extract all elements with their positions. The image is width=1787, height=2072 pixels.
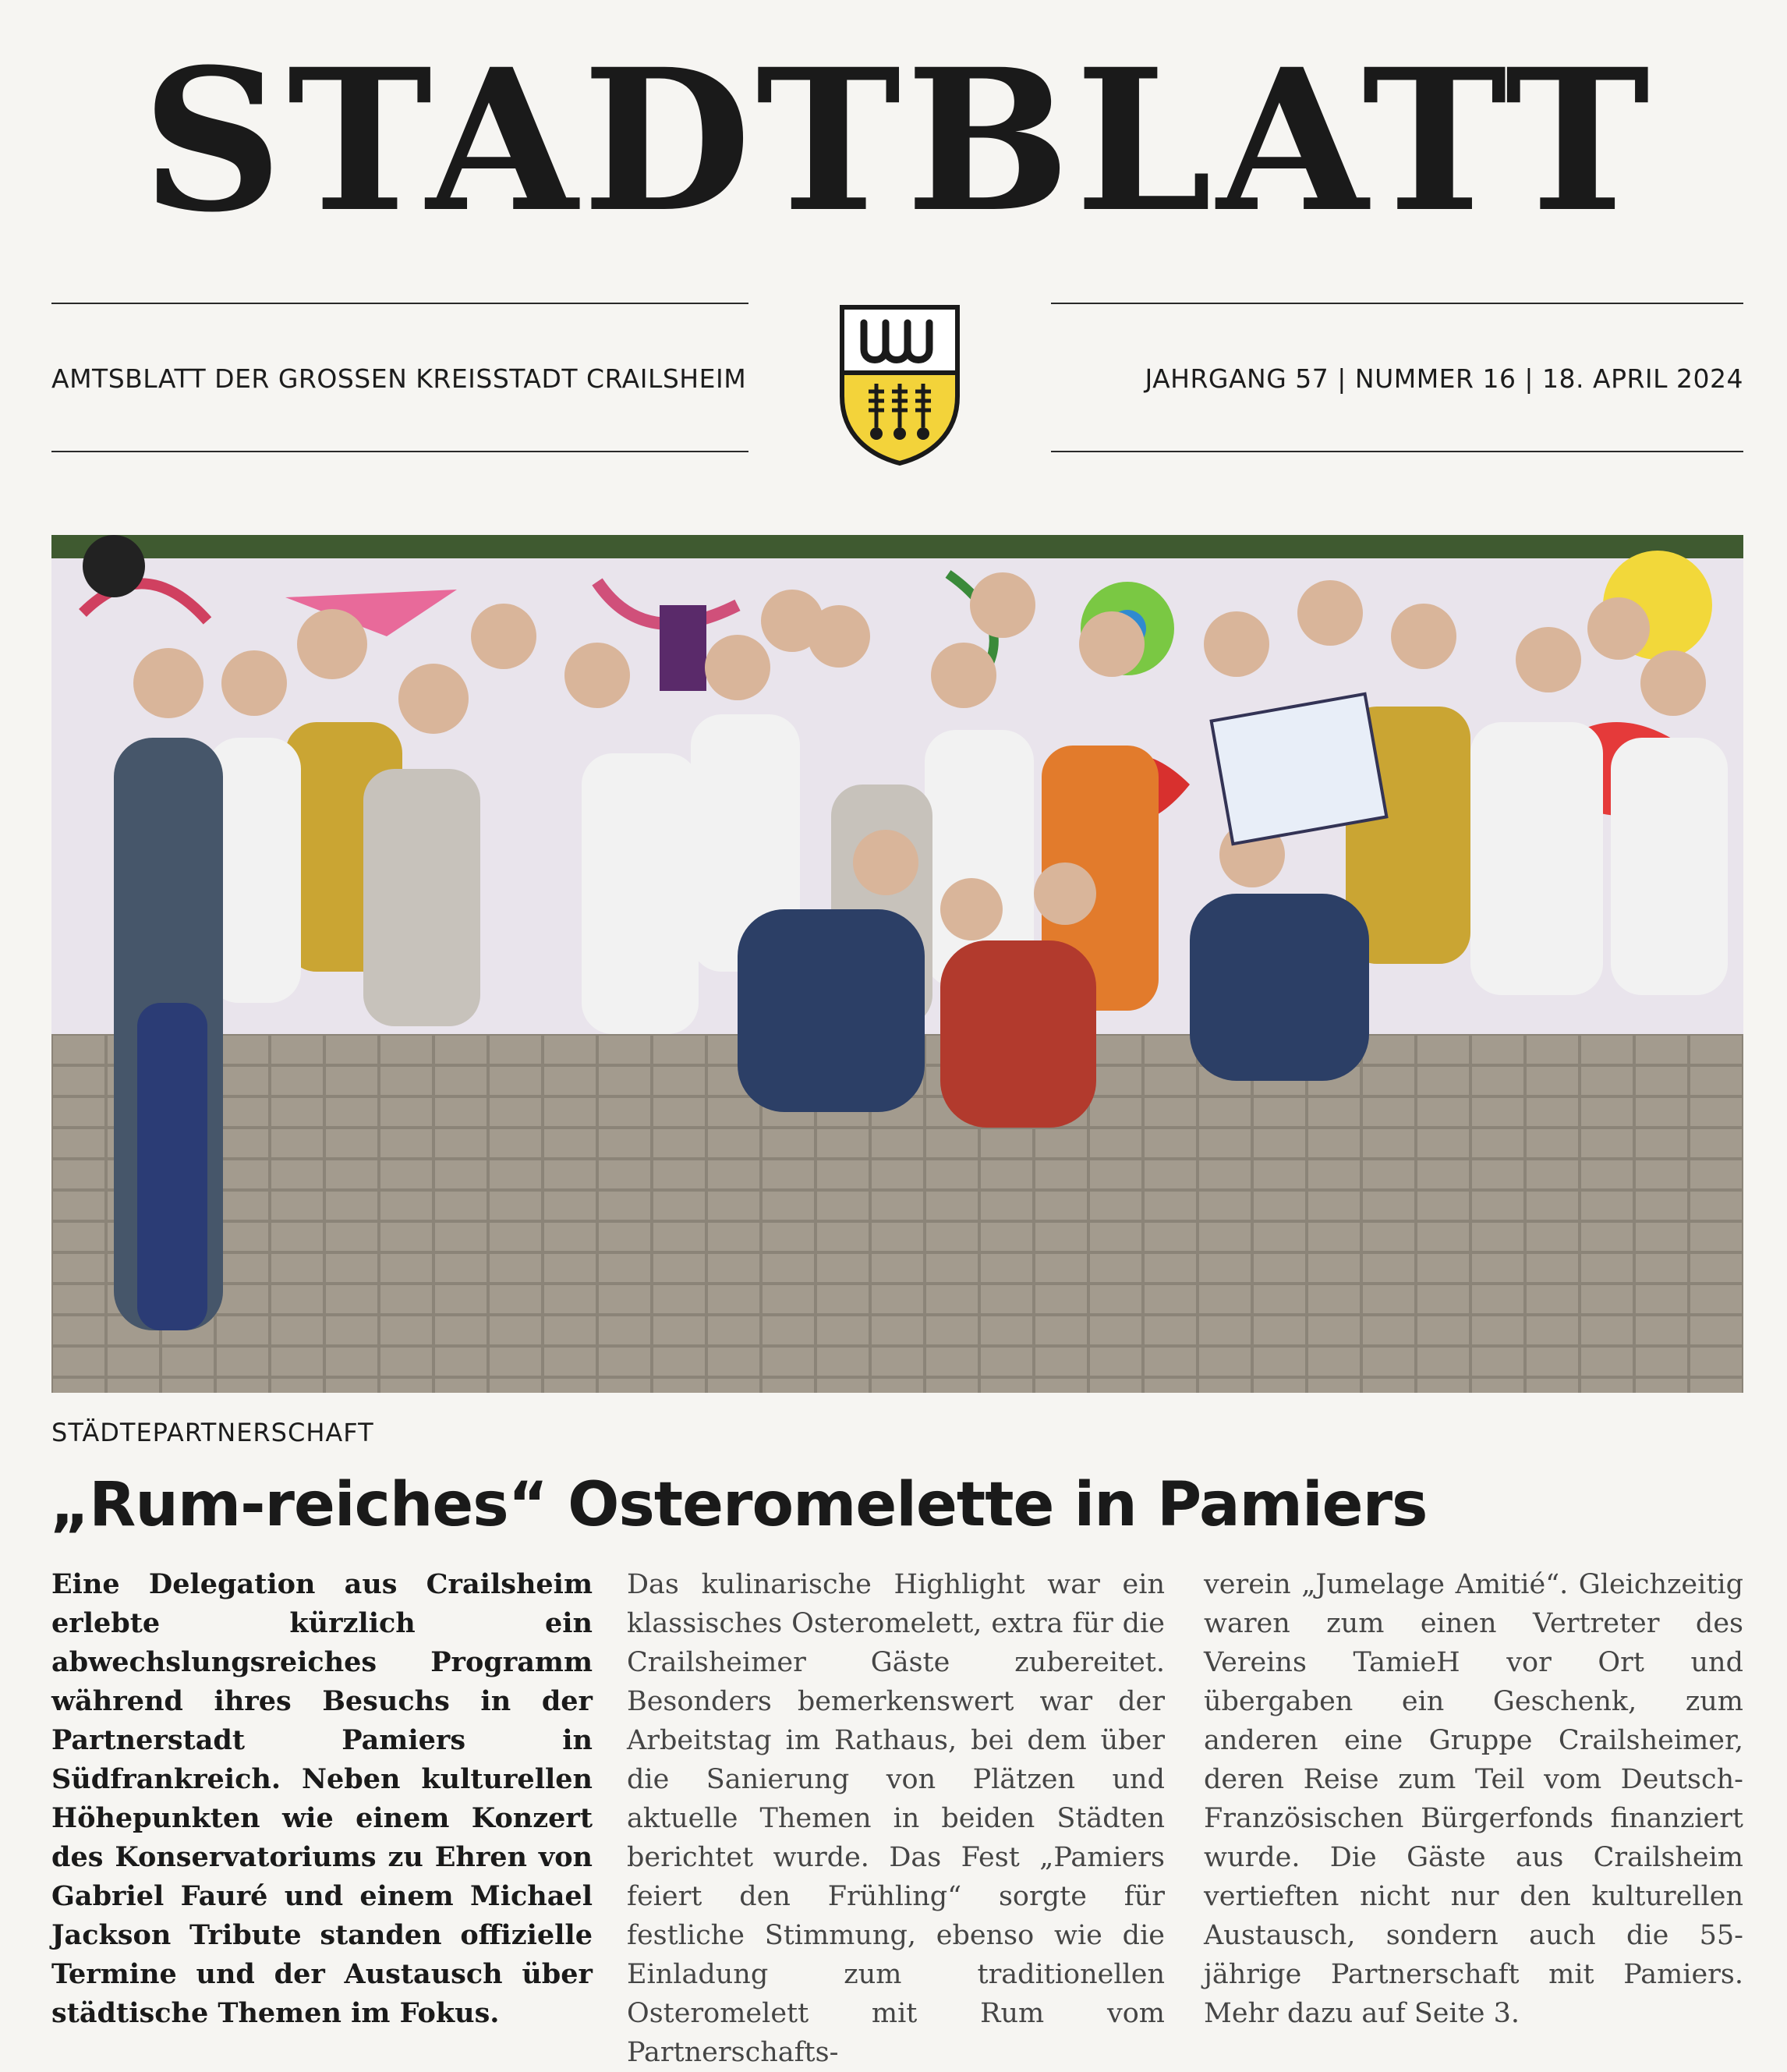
rule-bottom-right — [1051, 451, 1743, 452]
group-photo — [51, 535, 1743, 1393]
article-headline: „Rum-reiches“ Osteromelette in Pamiers — [50, 1470, 1428, 1540]
article-body-col-3: verein „Jumelage Amitié“. Gleichzeitig waren zum einen Vertreter des Vereins TamieH vor Ort und übergaben ein Geschenk, zum anderen eine Gruppe Crailsheimer, deren Reise zum Teil vom Deutsch-Französischen Bürgerfonds finanziert wurde. Die Gäste aus Crailsheim vertieften nicht nur den kulturellen Austausch, sondern auch die 55-jährige Partnerschaft mit Pamiers. Mehr dazu auf Seite 3. — [1204, 1569, 1743, 2029]
masthead-issue-info: JAHRGANG 57 | NUMMER 16 | 18. APRIL 2024 — [1145, 363, 1743, 394]
article-body-col-2: Das kulinarische Highlight war ein klassisches Osteromelett, extra für die Crailsheimer Gäste zubereitet. Besonders bemerkenswert war der Arbeitstag im Rathaus, bei dem über die Sanierung von Plätzen und aktuelle Themen in beiden Städten berichtet wurde. Das Fest „Pamiers feiert den Frühling“ sorgte für festliche Stimmung, ebenso wie die Einladung zum traditionellen Osteromelett mit Rum vom Partnerschafts- — [627, 1569, 1165, 2068]
article-kicker: STÄDTEPARTNERSCHAFT — [51, 1418, 374, 1447]
rule-bottom-left — [51, 451, 748, 452]
city-crest-logo — [837, 303, 962, 466]
rule-top-left — [51, 303, 748, 304]
article-lead: Eine Delegation aus Crailsheim erlebte kürzlich ein abwechslungsreiches Programm während ihres Besuchs in der Partnerstadt Pamiers in Südfrankreich. Neben kulturellen Höhepunkten wie einem Konzert des Konservatoriums zu Ehren von Gabriel Fauré und einem Michael Jackson Tribute standen offizielle Termine und der Austausch über städtische Themen im Fokus. — [51, 1568, 593, 2029]
rule-top-right — [1051, 303, 1743, 304]
masthead-title: STADTBLATT — [141, 26, 1655, 255]
masthead-subtitle-left: AMTSBLATT DER GROSSEN KREISSTADT CRAILSHEIM — [51, 363, 747, 394]
